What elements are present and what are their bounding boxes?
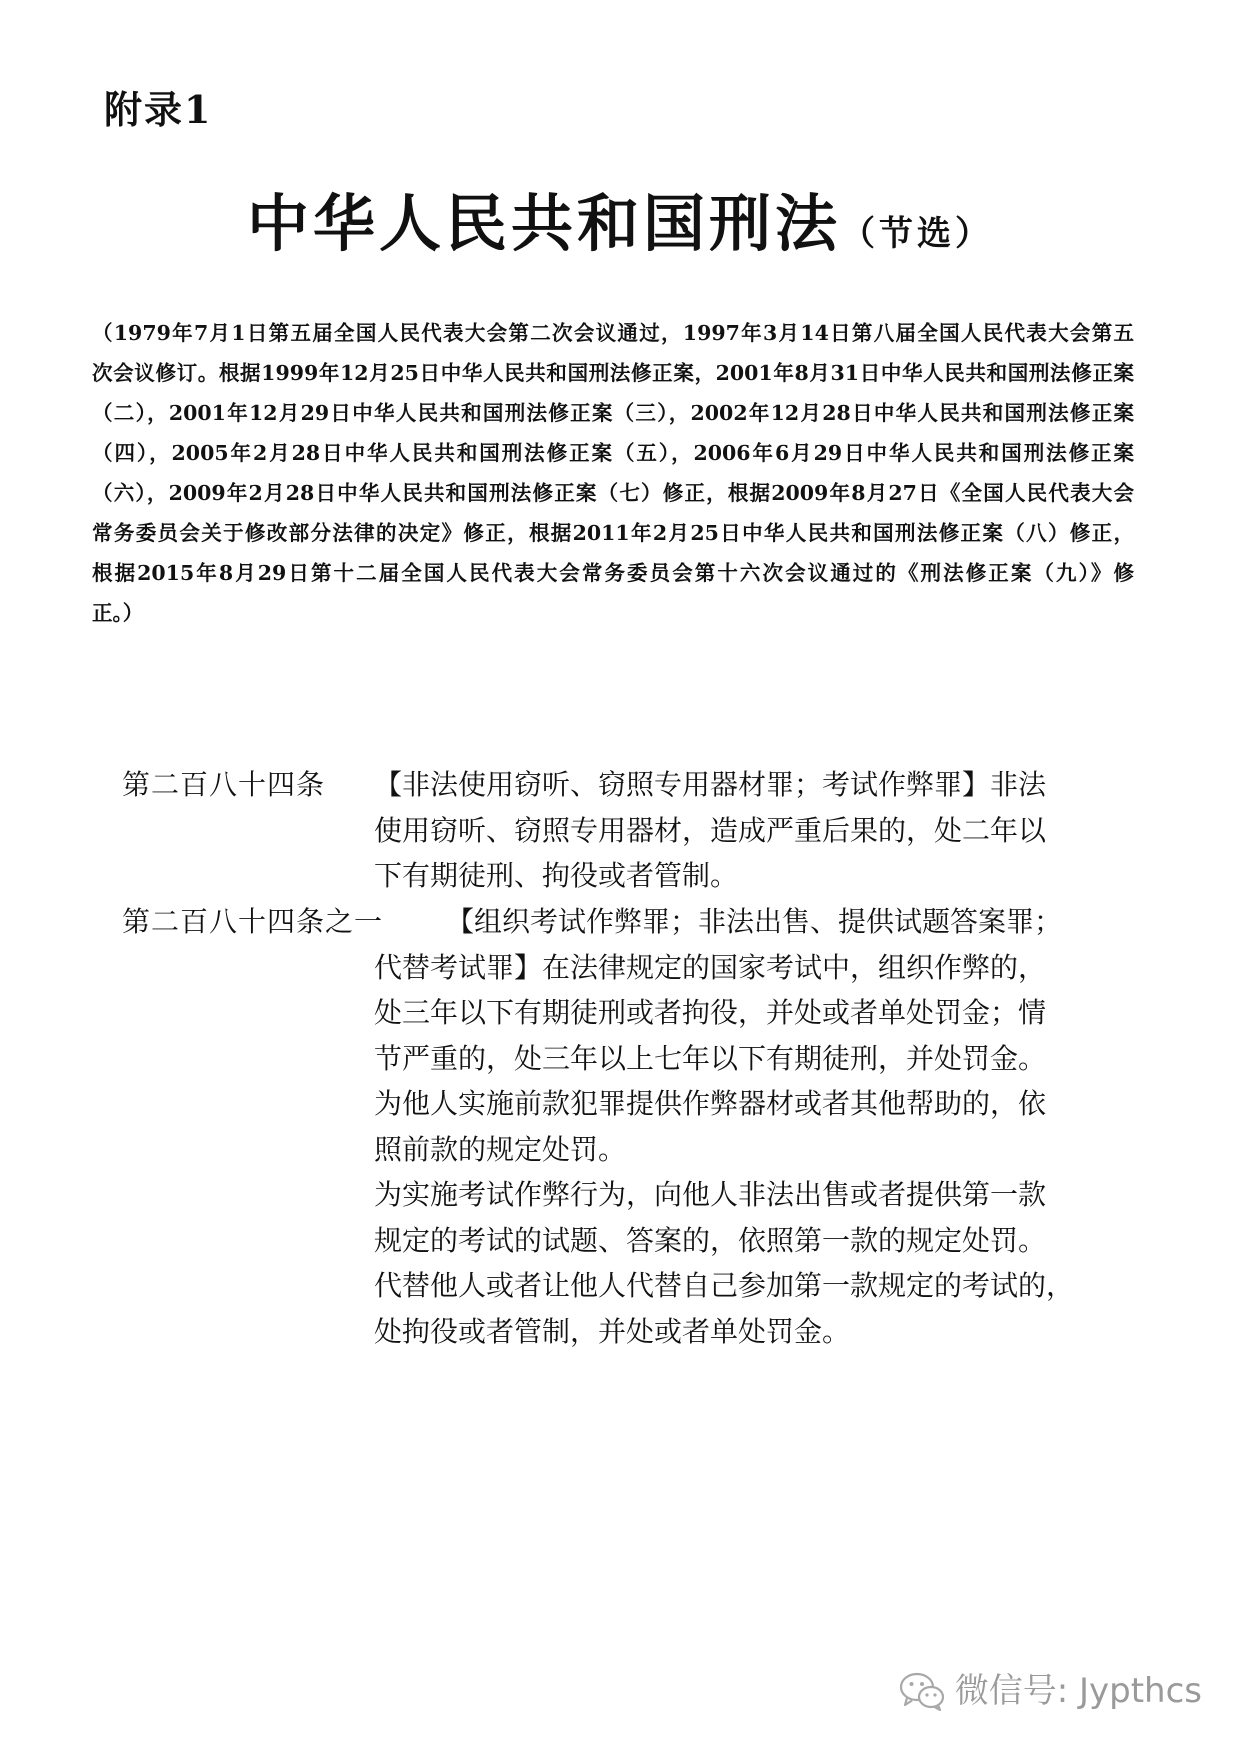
preamble-line: （1979年7月1日第五届全国人民代表大会第二次会议通过，1997年3月14日第八届全国人民代表大会第五 — [92, 321, 1134, 345]
article-line: 使用窃听、窃照专用器材，造成严重后果的，处二年以 — [374, 813, 1047, 847]
article-body — [374, 762, 1092, 899]
preamble-line: （二），2001年12月29日中华人民共和国刑法修正案（三），2002年12月28日中华人民共和国刑法修正案 — [92, 401, 1134, 425]
article-line: 节严重的，处三年以上七年以下有期徒刑，并处罚金。 — [374, 1041, 1047, 1075]
preamble-line: 常务委员会关于修改部分法律的决定》修正，根据2011年2月25日中华人民共和国刑法修正案（八）修正， — [92, 521, 1134, 545]
article-line: 【组织考试作弊罪；非法出售、提供试题答案罪； — [446, 905, 1063, 938]
preamble-line: 次会议修订。根据1999年12月25日中华人民共和国刑法修正案，2001年8月31日中华人民共和国刑法修正案 — [92, 361, 1134, 385]
article-number: 第二百八十四条 — [122, 768, 326, 801]
article-284-1 — [122, 899, 1122, 1354]
article-line: 【非法使用窃听、窃照专用器材罪；考试作弊罪】非法 — [374, 768, 1047, 801]
document-title-main: 中华人民共和国刑法 — [246, 187, 841, 260]
watermark-text: 微信号: Jypthcs — [954, 1671, 1202, 1711]
preamble-line: （六），2009年2月28日中华人民共和国刑法修正案（七）修正，根据2009年8月27日《全国人民代表大会 — [92, 481, 1134, 505]
article-line: 代替考试罪】在法律规定的国家考试中，组织作弊的， — [374, 950, 1047, 984]
document-title — [0, 184, 1240, 280]
preamble-line: 根据2015年8月29日第十二届全国人民代表大会常务委员会第十六次会议通过的《刑法修正案（九）》修 — [92, 561, 1134, 585]
preamble — [92, 313, 1134, 633]
wechat-icon — [899, 1671, 945, 1711]
article-line: 处三年以下有期徒刑或者拘役，并处或者单处罚金；情 — [374, 996, 1047, 1029]
article-line: 照前款的规定处罚。 — [374, 1132, 627, 1166]
appendix-label: 附录1 — [104, 87, 213, 132]
preamble-line: 正。） — [92, 601, 144, 625]
preamble-line: （四），2005年2月28日中华人民共和国刑法修正案（五），2006年6月29日中华人民共和国刑法修正案 — [92, 441, 1134, 465]
article-line: 处拘役或者管制，并处或者单处罚金。 — [374, 1314, 851, 1348]
article-body — [374, 899, 1092, 1354]
article-line: 为他人实施前款犯罪提供作弊器材或者其他帮助的，依 — [374, 1087, 1047, 1120]
article-line: 代替他人或者让他人代替自己参加第一款规定的考试的， — [374, 1269, 1075, 1302]
article-line: 为实施考试作弊行为，向他人非法出售或者提供第一款 — [374, 1178, 1047, 1211]
article-number: 第二百八十四条之一 — [122, 905, 384, 938]
wechat-watermark — [899, 1668, 1202, 1714]
article-line: 规定的考试的试题、答案的，依照第一款的规定处罚。 — [374, 1223, 1047, 1257]
article-line: 下有期徒刑、拘役或者管制。 — [374, 859, 739, 892]
article-284 — [122, 762, 1122, 899]
document-title-subtitle: （节选） — [841, 214, 993, 254]
